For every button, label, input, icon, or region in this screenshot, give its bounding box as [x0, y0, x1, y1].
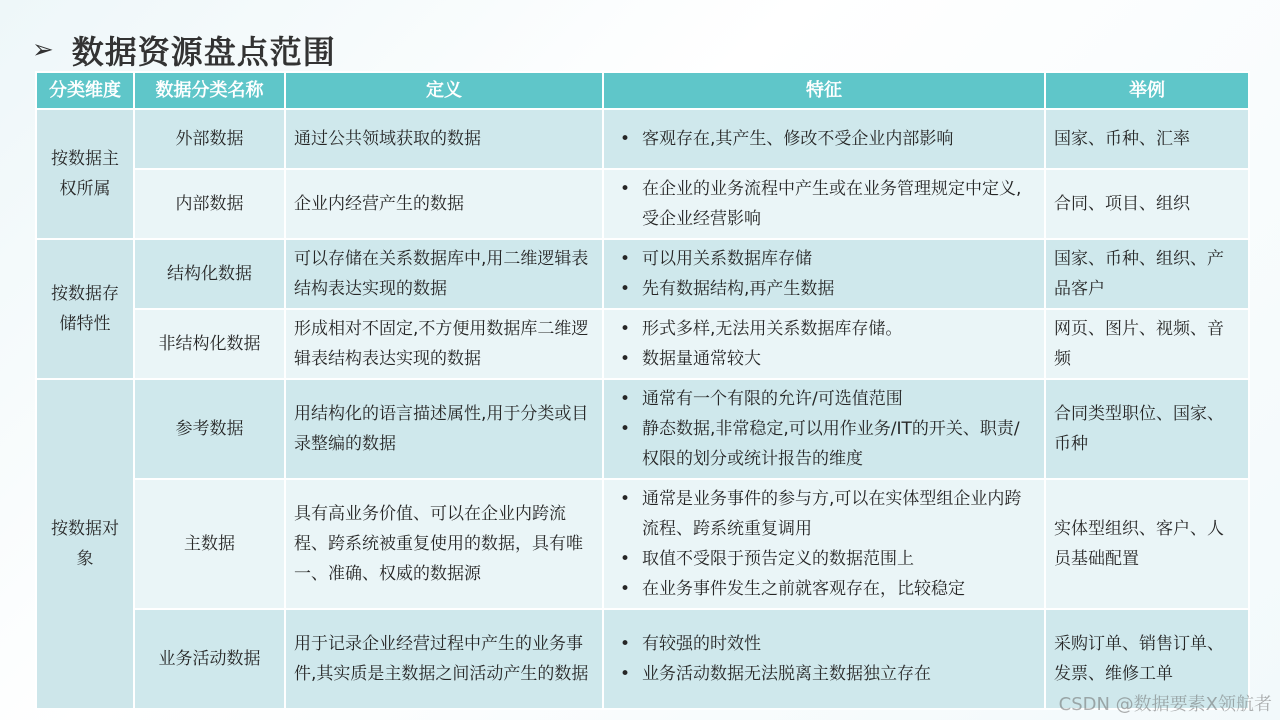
header-features: 特征 — [603, 72, 1045, 109]
category-name-cell: 结构化数据 — [134, 239, 285, 309]
definition-cell: 通过公共领域获取的数据 — [285, 109, 603, 169]
table-row — [36, 379, 1249, 479]
definition-cell: 用于记录企业经营过程中产生的业务事件,其实质是主数据之间活动产生的数据 — [285, 609, 603, 709]
header-dimension: 分类维度 — [36, 72, 134, 109]
header-examples: 举例 — [1045, 72, 1249, 109]
feature-item: • 客观存在,其产生、修改不受企业内部影响 — [642, 124, 1036, 154]
feature-item: • 通常是业务事件的参与方,可以在实体型组企业内跨流程、跨系统重复调用 — [642, 484, 1036, 544]
table-row — [36, 109, 1249, 169]
table-row — [36, 169, 1249, 239]
features-cell — [603, 309, 1045, 379]
features-cell — [603, 379, 1045, 479]
category-name-cell: 业务活动数据 — [134, 609, 285, 709]
dimension-cell: 按数据主权所属 — [36, 109, 134, 239]
page-title: 数据资源盘点范围 — [71, 33, 336, 71]
title-bar — [32, 28, 336, 72]
examples-cell: 合同类型职位、国家、币种 — [1045, 379, 1249, 479]
examples-cell: 网页、图片、视频、音频 — [1045, 309, 1249, 379]
definition-cell: 具有高业务价值、可以在企业内跨流程、跨系统被重复使用的数据，具有唯一、准确、权威的数据源 — [285, 479, 603, 609]
feature-item: • 数据量通常较大 — [642, 344, 1036, 374]
category-name-cell: 外部数据 — [134, 109, 285, 169]
table-header-row — [36, 72, 1249, 109]
category-name-cell: 非结构化数据 — [134, 309, 285, 379]
feature-item: • 可以用关系数据库存储 — [642, 244, 1036, 274]
feature-item: • 有较强的时效性 — [642, 629, 1036, 659]
examples-cell: 国家、币种、组织、产品客户 — [1045, 239, 1249, 309]
examples-cell: 采购订单、销售订单、发票、维修工单 — [1045, 609, 1249, 709]
dimension-cell: 按数据对象 — [36, 379, 134, 709]
examples-cell: 实体型组织、客户、人员基础配置 — [1045, 479, 1249, 609]
features-cell — [603, 609, 1045, 709]
definition-cell: 企业内经营产生的数据 — [285, 169, 603, 239]
table-row — [36, 479, 1249, 609]
features-cell — [603, 109, 1045, 169]
feature-item: • 通常有一个有限的允许/可选值范围 — [642, 384, 1036, 414]
definition-cell: 用结构化的语言描述属性,用于分类或目录整编的数据 — [285, 379, 603, 479]
data-resource-table — [35, 71, 1250, 710]
definition-cell: 可以存储在关系数据库中,用二维逻辑表结构表达实现的数据 — [285, 239, 603, 309]
table-row — [36, 239, 1249, 309]
arrow-bullet-icon: ➢ — [32, 35, 54, 65]
table-row — [36, 309, 1249, 379]
header-definition: 定义 — [285, 72, 603, 109]
features-cell — [603, 479, 1045, 609]
header-category-name: 数据分类名称 — [134, 72, 285, 109]
feature-item: • 形式多样,无法用关系数据库存储。 — [642, 314, 1036, 344]
feature-item: • 业务活动数据无法脱离主数据独立存在 — [642, 659, 1036, 689]
feature-item: • 静态数据,非常稳定,可以用作业务/IT的开关、职责/权限的划分或统计报告的维度 — [642, 414, 1036, 474]
feature-item: • 先有数据结构,再产生数据 — [642, 274, 1036, 304]
features-cell — [603, 169, 1045, 239]
category-name-cell: 内部数据 — [134, 169, 285, 239]
examples-cell: 国家、币种、汇率 — [1045, 109, 1249, 169]
examples-cell: 合同、项目、组织 — [1045, 169, 1249, 239]
watermark: CSDN @数据要素X领航者 — [1058, 694, 1272, 715]
feature-item: • 在业务事件发生之前就客观存在，比较稳定 — [642, 574, 1036, 604]
definition-cell: 形成相对不固定,不方便用数据库二维逻辑表结构表达实现的数据 — [285, 309, 603, 379]
feature-item: • 在企业的业务流程中产生或在业务管理规定中定义,受企业经营影响 — [642, 174, 1036, 234]
category-name-cell: 主数据 — [134, 479, 285, 609]
dimension-cell: 按数据存储特性 — [36, 239, 134, 379]
features-cell — [603, 239, 1045, 309]
feature-item: • 取值不受限于预告定义的数据范围上 — [642, 544, 1036, 574]
category-name-cell: 参考数据 — [134, 379, 285, 479]
